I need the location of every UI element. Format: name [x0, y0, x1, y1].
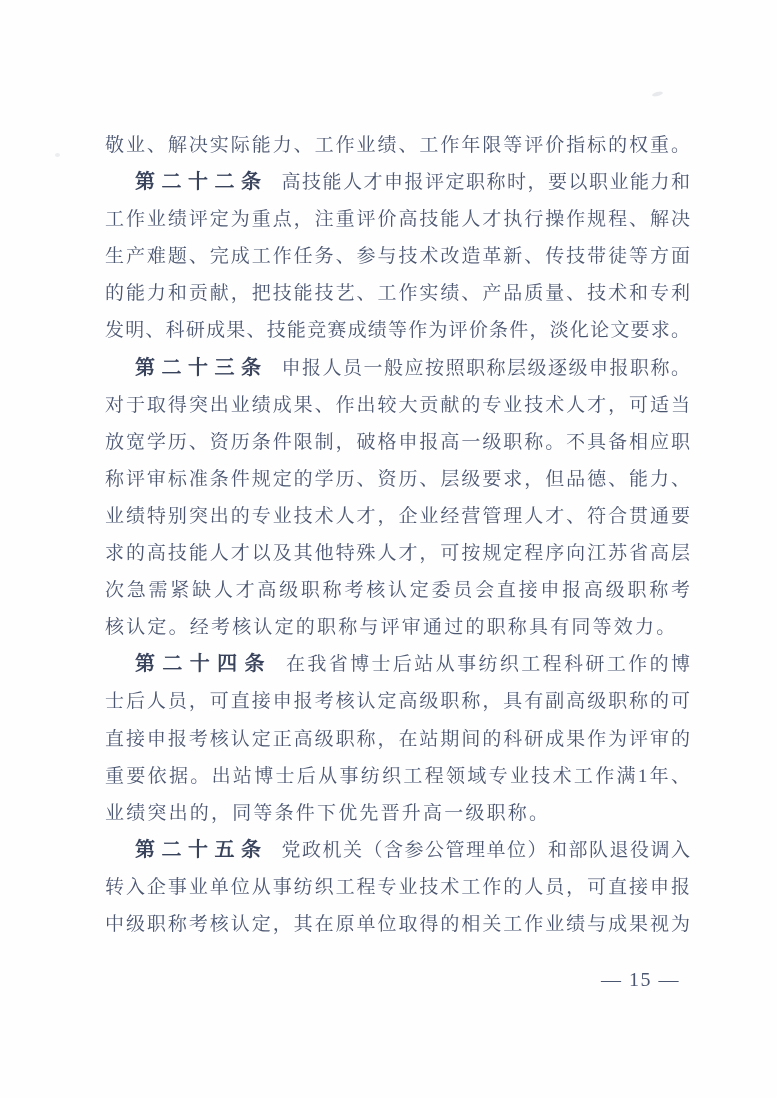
paragraph-line-article-24	[105, 646, 690, 683]
article-number: 第二十四条	[135, 653, 272, 676]
line-text: 党政机关（含参公管理单位）和部队退役调入	[281, 839, 690, 861]
paragraph-line	[105, 906, 690, 943]
paragraph-line	[105, 721, 690, 758]
line-text: 业绩特别突出的专业技术人才，企业经营管理人才、符合贯通要	[105, 505, 690, 527]
line-text: 发明、科研成果、技能竞赛成绩等作为评价条件，淡化论文要求。	[105, 320, 690, 342]
line-text: 称评审标准条件规定的学历、资历、层级要求，但品德、能力、	[105, 468, 690, 490]
paragraph-line	[105, 498, 690, 535]
document-body	[105, 127, 690, 943]
line-text: 高技能人才申报评定职称时，要以职业能力和	[281, 172, 690, 194]
article-number: 第二十二条	[135, 171, 268, 194]
line-text: 重要依据。出站博士后从事纺织工程领域专业技术工作满1年、	[105, 765, 690, 787]
line-text: 申报人员一般应按照职称层级逐级申报职称。	[281, 357, 690, 379]
line-text: 放宽学历、资历条件限制，破格申报高一级职称。不具备相应职	[105, 431, 690, 453]
line-text: 次急需紧缺人才高级职称考核认定委员会直接申报高级职称考	[105, 580, 690, 602]
paragraph-line	[105, 461, 690, 498]
paragraph-line	[105, 758, 690, 795]
line-text: 求的高技能人才以及其他特殊人才，可按规定程序向江苏省高层	[105, 543, 690, 565]
paragraph-line	[105, 201, 690, 238]
line-text: 业绩突出的，同等条件下优先晋升高一级职称。	[105, 802, 551, 824]
line-text: 工作业绩评定为重点，注重评价高技能人才执行操作规程、解决	[105, 209, 690, 231]
paragraph-line	[105, 683, 690, 720]
scan-speck	[652, 91, 664, 98]
paragraph-line	[105, 387, 690, 424]
line-text: 的能力和贡献，把技能技艺、工作实绩、产品质量、技术和专利	[105, 283, 690, 305]
paragraph-line	[105, 572, 690, 609]
paragraph-line	[105, 795, 690, 832]
paragraph-line	[105, 609, 690, 646]
paragraph-line	[105, 869, 690, 906]
line-text: 转入企事业单位从事纺织工程专业技术工作的人员，可直接申报	[105, 876, 690, 898]
article-number: 第二十三条	[135, 356, 268, 379]
line-text: 生产难题、完成工作任务、参与技术改造革新、传技带徒等方面	[105, 246, 690, 268]
article-number: 第二十五条	[135, 838, 268, 861]
paragraph-line	[105, 238, 690, 275]
line-text: 中级职称考核认定，其在原单位取得的相关工作业绩与成果视为	[105, 913, 690, 935]
line-text: 直接申报考核认定正高级职称，在站期间的科研成果作为评审的	[105, 728, 690, 750]
line-text: 敬业、解决实际能力、工作业绩、工作年限等评价指标的权重。	[105, 135, 690, 156]
paragraph-line	[105, 127, 690, 164]
paragraph-line-article-25	[105, 832, 690, 869]
line-text: 士后人员，可直接申报考核认定高级职称，具有副高级职称的可	[105, 691, 690, 713]
paragraph-line-article-23	[105, 350, 690, 387]
line-text: 对于取得突出业绩成果、作出较大贡献的专业技术人才，可适当	[105, 394, 690, 416]
scan-speck	[55, 153, 60, 157]
page-number: — 15 —	[601, 969, 680, 991]
line-text: 核认定。经考核认定的职称与评审通过的职称具有同等效力。	[105, 617, 678, 639]
paragraph-line-article-22	[105, 164, 690, 201]
line-text: 在我省博士后站从事纺织工程科研工作的博	[285, 654, 690, 676]
paragraph-line	[105, 424, 690, 461]
paragraph-line	[105, 312, 690, 349]
paragraph-line	[105, 535, 690, 572]
paragraph-line	[105, 275, 690, 312]
